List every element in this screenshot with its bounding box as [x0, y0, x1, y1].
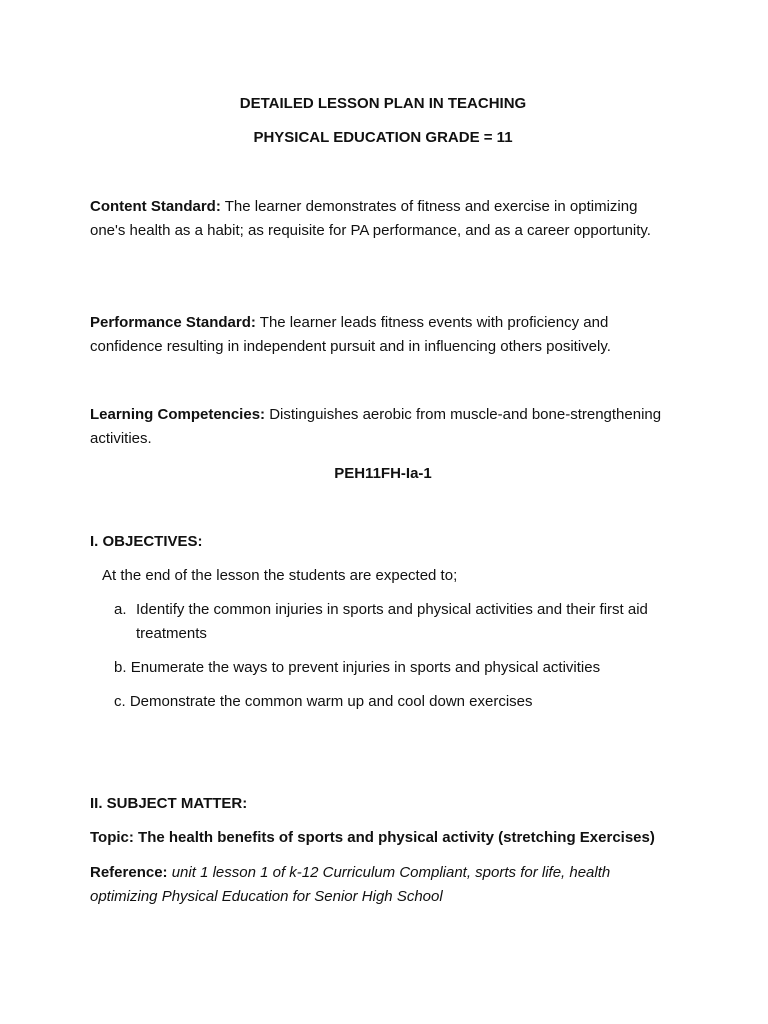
content-standard-text: The learner demonstrates of fitness and exercise in optimizing one's health as a habit; as requisite for PA performance, and as a career opportunity.: [90, 198, 651, 239]
performance-standard-label: Performance Standard:: [90, 314, 256, 331]
subject-matter-heading: II. SUBJECT MATTER:: [90, 795, 248, 812]
objective-text: Demonstrate the common warm up and cool down exercises: [129, 693, 533, 710]
learning-competencies: [90, 403, 676, 451]
objective-item: [114, 598, 676, 646]
subject-matter-topic: Topic: The health benefits of sports and physical activity (stretching Exercises): [90, 829, 655, 846]
learning-competencies-label: Learning Competencies:: [90, 406, 266, 423]
document-title: DETAILED LESSON PLAN IN TEACHING: [239, 95, 527, 112]
objective-item: [114, 690, 533, 714]
content-standard: [90, 195, 676, 243]
objective-text: Identify the common injuries in sports and physical activities and their first aid treatments: [136, 601, 648, 642]
objective-item: [114, 656, 600, 680]
objective-text: Enumerate the ways to prevent injuries in sports and physical activities: [130, 659, 601, 676]
objectives-heading: I. OBJECTIVES:: [90, 533, 203, 550]
subject-matter-reference: [90, 861, 676, 909]
document-subtitle: PHYSICAL EDUCATION GRADE = 11: [253, 129, 513, 146]
performance-standard-text: The learner leads fitness events with proficiency and confidence resulting in independent pursuit and in influencing others positively.: [90, 314, 611, 355]
learning-competencies-text: Distinguishes aerobic from muscle-and bone-strengthening activities.: [90, 406, 662, 447]
performance-standard: [90, 311, 676, 359]
content-standard-label: Content Standard:: [90, 198, 221, 215]
competency-code: PEH11FH-Ia-1: [334, 465, 432, 482]
objectives-intro: At the end of the lesson the students are expected to;: [102, 567, 458, 584]
objective-marker: a.: [114, 601, 127, 618]
objective-marker: c.: [114, 693, 126, 710]
reference-label: Reference:: [90, 864, 168, 881]
objective-marker: b.: [114, 659, 127, 676]
reference-text: unit 1 lesson 1 of k-12 Curriculum Compliant, sports for life, health optimizing Physical Education for Senior High School: [90, 864, 611, 905]
